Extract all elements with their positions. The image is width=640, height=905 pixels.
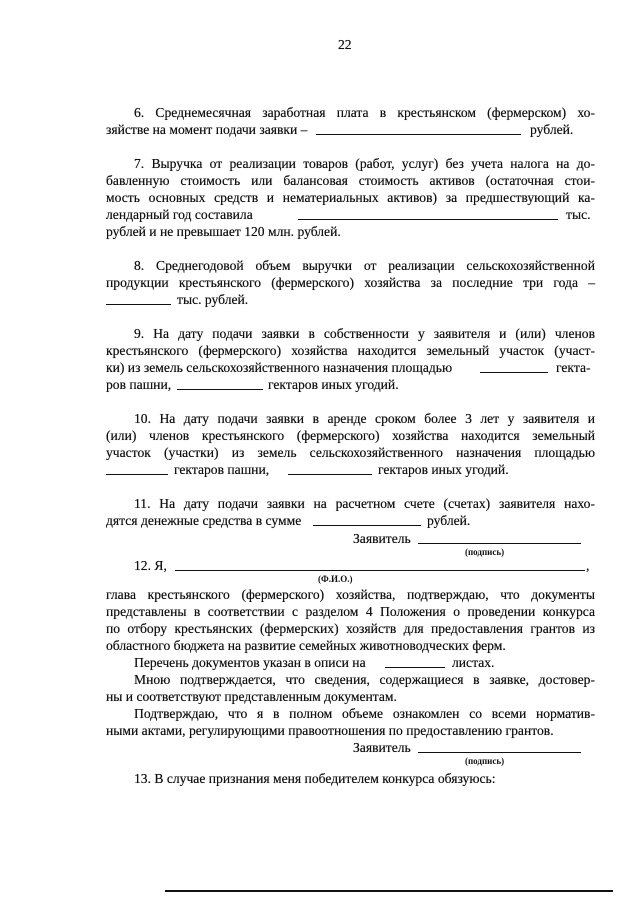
item7-line5: рублей и не превышает 120 млн. рублей. [106, 224, 341, 239]
item12-conf1: Мною подтверждается, что сведения, содержащиеся в заявке, достовер- [134, 672, 595, 687]
item7-line4-suffix: тыс. [566, 207, 591, 222]
item12-signature-caption: (подпись) [465, 756, 505, 766]
item7-line2: бавленную стоимость или балансовая стоимость активов (остаточная стои- [106, 173, 595, 188]
item6-line2-prefix: зяйстве на момент подачи заявки – [106, 122, 308, 137]
item12-ack2: ными актами, регулирующими правоотношения по предоставлению грантов. [106, 723, 554, 738]
item9-line4-prefix: ров пашни, [106, 377, 172, 392]
item12-signature-line[interactable] [418, 752, 581, 753]
item10-line4-suffix: гектаров иных угодий. [378, 462, 509, 477]
item8-line2: продукции крестьянского (фермерского) хозяйства за последние три года – [106, 275, 595, 290]
item10-line2: (или) членов крестьянского (фермерского) хозяйства находится земельный [106, 428, 595, 443]
item12-line4: по отбору крестьянских (фермерских) хозяйств для предоставления грантов из [106, 621, 595, 636]
item10-line4-mid: гектаров пашни, [174, 462, 270, 477]
item10-line1: 10. На дату подачи заявки в аренде сроком более 3 лет у заявителя и [134, 411, 595, 426]
item11-line2-suffix: рублей. [427, 513, 471, 528]
item9-line3-suffix: гекта- [556, 360, 591, 375]
item11-line1: 11. На дату подачи заявки на расчетном счете (счетах) заявителя нахо- [134, 496, 595, 511]
item8-line1: 8. Среднегодовой объем выручки от реализации сельскохозяйственной [134, 258, 595, 273]
item11-amount-blank[interactable] [313, 525, 421, 526]
item9-line1: 9. На дату подачи заявки в собственности у заявителя и (или) членов [134, 326, 595, 341]
item6-line1: 6. Среднемесячная заработная плата в крестьянском (фермерском) хо- [134, 105, 595, 120]
item12-line3: представлены в соответствии с разделом 4 Положения о проведении конкурса [106, 604, 595, 619]
item12-fio-caption: (Ф.И.О.) [318, 574, 353, 584]
item8-revenue-blank[interactable] [106, 304, 171, 305]
item9-line4-suffix: гектаров иных угодий. [268, 377, 399, 392]
item9-line3-prefix: ки) из земель сельскохозяйственного назначения площадью [106, 360, 453, 375]
item12-list-prefix: Перечень документов указан в описи на [134, 655, 366, 670]
item12-line5: областного бюджета на развитие семейных животноводческих ферм. [106, 638, 506, 653]
item7-line3: мость основных средств и нематериальных активов) за предшествующий ка- [106, 190, 595, 205]
item7-revenue-blank[interactable] [298, 219, 558, 220]
item11-applicant-label: Заявитель [353, 531, 411, 546]
item10-other-blank[interactable] [288, 474, 372, 475]
item13-line1: 13. В случае признания меня победителем конкурса обязуюсь: [134, 771, 496, 786]
item6-salary-blank[interactable] [316, 134, 521, 135]
item9-line2: крестьянского (фермерского) хозяйства находится земельный участок (участ- [106, 343, 595, 358]
item10-line3: участок (участки) из земель сельскохозяйственного назначения площадью [106, 445, 595, 460]
item8-line3-suffix: тыс. рублей. [177, 292, 249, 307]
item9-arable-blank[interactable] [480, 372, 548, 373]
item7-line4-prefix: лендарный год составила [106, 207, 253, 222]
item12-ack1: Подтверждаю, что я в полном объеме ознакомлен со всеми норматив- [134, 706, 595, 721]
item10-arable-blank[interactable] [106, 474, 168, 475]
item11-line2-prefix: дятся денежные средства в сумме [106, 513, 302, 528]
item12-applicant-label: Заявитель [353, 740, 411, 755]
bottom-divider [165, 890, 613, 892]
item12-prefix: 12. Я, [134, 558, 167, 573]
item11-signature-caption: (подпись) [465, 547, 505, 557]
item6-line2-suffix: рублей. [530, 122, 574, 137]
item12-sheets-blank[interactable] [385, 667, 445, 668]
item12-list-suffix: листах. [452, 655, 495, 670]
page-number: 22 [338, 37, 352, 52]
item9-other-blank[interactable] [177, 389, 263, 390]
item7-line1: 7. Выручка от реализации товаров (работ, услуг) без учета налога на до- [134, 156, 595, 171]
item12-line2: глава крестьянского (фермерского) хозяйства, подтверждаю, что документы [106, 587, 595, 602]
item11-signature-line[interactable] [418, 543, 581, 544]
item12-fio-comma: , [586, 558, 590, 573]
item12-fio-line[interactable] [175, 570, 585, 571]
item12-conf2: ны и соответствуют представленным документам. [106, 689, 397, 704]
